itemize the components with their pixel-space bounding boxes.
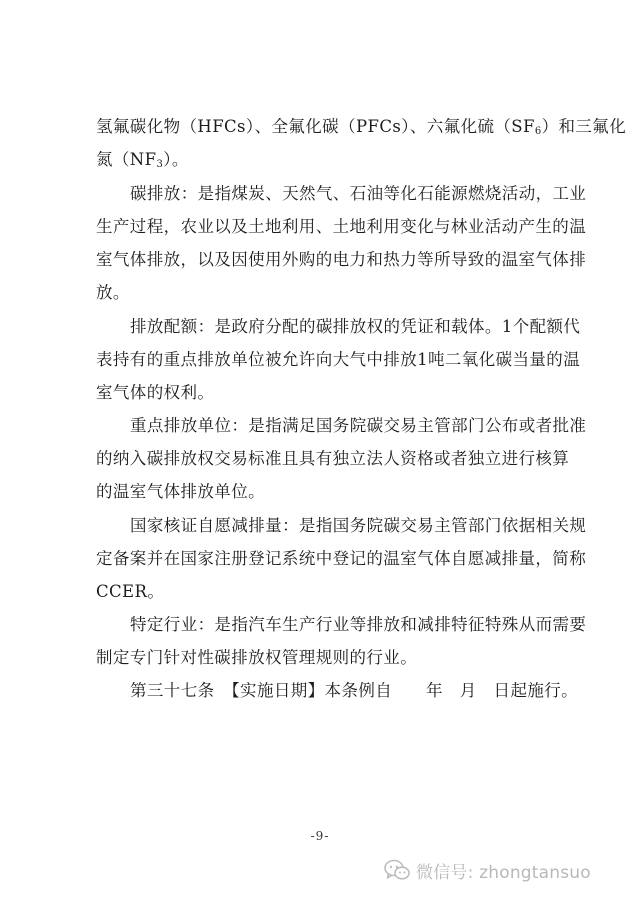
paragraph-key-unit-line-2: 的纳入碳排放权交易标准且具有独立法人资格或者独立进行核算 — [96, 449, 570, 468]
paragraph-industry-line-2: 制定专门针对性碳排放权管理规则的行业。 — [96, 648, 418, 667]
paragraph-industry-line-1: 特定行业：是指汽车生产行业等排放和减排特征特殊从而需要 — [130, 615, 587, 634]
watermark-text: 微信号: zhongtansuo — [416, 862, 591, 883]
paragraph-quota-line-1: 排放配额：是政府分配的碳排放权的凭证和载体。1个配额代 — [130, 317, 581, 336]
article-37-line: 第三十七条 【实施日期】本条例自 年 月 日起施行。 — [130, 681, 579, 700]
nf3-subscript: 3 — [156, 159, 164, 170]
line-1-tail: ）和三氟化 — [541, 117, 627, 136]
paragraph-quota-line-3: 室气体的权利。 — [96, 383, 215, 402]
paragraph-key-unit-line-1: 重点排放单位：是指满足国务院碳交易主管部门公布或者批准 — [130, 416, 587, 435]
paragraph-ccer-line-1: 国家核证自愿减排量：是指国务院碳交易主管部门依据相关规 — [130, 516, 587, 535]
paragraph-key-unit-line-3: 的温室气体排放单位。 — [96, 482, 265, 501]
sf6-subscript: 6 — [534, 126, 542, 137]
paragraph-quota-line-2: 表持有的重点排放单位被允许向大气中排放1吨二氧化碳当量的温 — [96, 350, 581, 369]
line-1-text: 氢氟碳化物（HFCs）、全氟化碳（PFCs）、六氟化硫（SF — [96, 117, 535, 136]
paragraph-ccer-line-2: 定备案并在国家注册登记系统中登记的温室气体自愿减排量，简称 — [96, 549, 587, 568]
wechat-watermark — [384, 857, 591, 883]
text-line-2 — [96, 150, 576, 170]
line-2-text: 氮（NF — [96, 150, 157, 169]
paragraph-carbon-emission-line-3: 室气体排放，以及因使用外购的电力和热力等所导致的温室气体排 — [96, 250, 587, 269]
text-line-1 — [96, 117, 627, 137]
wechat-icon — [384, 859, 410, 881]
paragraph-carbon-emission-line-4: 放。 — [96, 283, 130, 302]
page-number: -9- — [310, 829, 330, 843]
paragraph-ccer-line-3: CCER。 — [96, 582, 165, 601]
line-2-tail: ）。 — [163, 150, 189, 169]
paragraph-carbon-emission-line-1: 碳排放：是指煤炭、天然气、石油等化石能源燃烧活动，工业 — [130, 184, 587, 203]
paragraph-carbon-emission-line-2: 生产过程，农业以及土地利用、土地利用变化与林业活动产生的温 — [96, 217, 587, 236]
